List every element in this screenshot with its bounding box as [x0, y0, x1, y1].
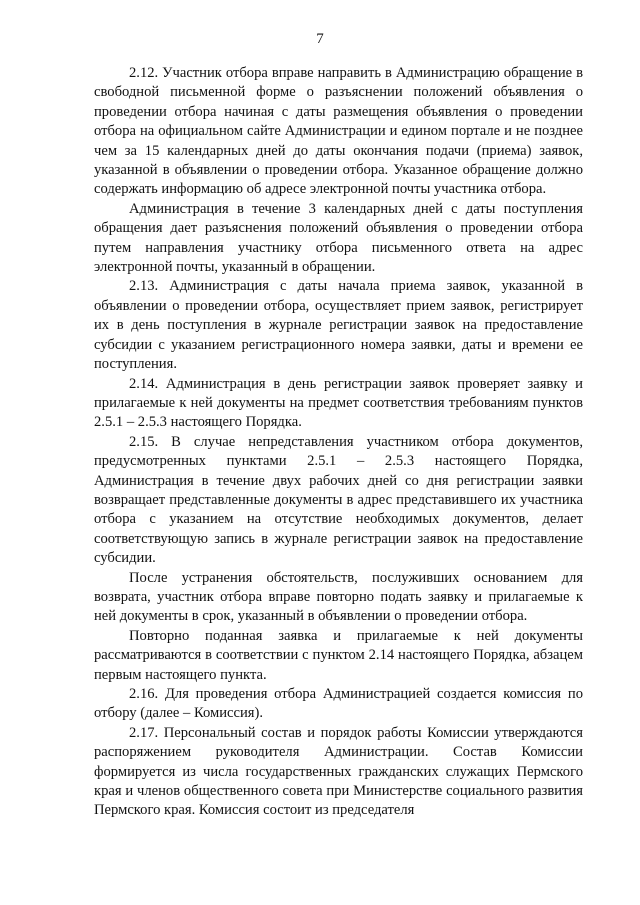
paragraph-2-15-resubmission: После устранения обстоятельств, послуживших основанием для возврата, участник отбора вправе повторно подать заявку и прилагаемые к ней документы в срок, указанный в объявлении о проведении отбора.	[94, 569, 583, 625]
paragraph-2-15-review: Повторно поданная заявка и прилагаемые к ней документы рассматриваются в соответствии с пунктом 2.14 настоящего Порядка, абзацем первым настоящего пункта.	[94, 627, 583, 683]
page-number: 7	[316, 31, 324, 47]
paragraph-2-12-response: Администрация в течение 3 календарных дней с даты поступления обращения дает разъяснения положений объявления о проведении отбора путем направления участнику отбора письменного ответа на адрес электронной почты, указанный в обращении.	[94, 200, 583, 276]
paragraph-2-17: 2.17. Персональный состав и порядок работы Комиссии утверждаются распоряжением руководителя Администрации. Состав Комиссии формируется из числа государственных гражданских служащих Пермского края и членов общественного совета при Министерстве социального развития Пермского края. Комиссия состоит из председателя	[94, 724, 583, 819]
paragraph-2-16: 2.16. Для проведения отбора Администрацией создается комиссия по отбору (далее – Комиссия).	[94, 686, 583, 722]
paragraph-2-14: 2.14. Администрация в день регистрации заявок проверяет заявку и прилагаемые к ней документы на предмет соответствия требованиям пунктов 2.5.1 – 2.5.3 настоящего Порядка.	[94, 375, 583, 431]
paragraph-2-15: 2.15. В случае непредставления участником отбора документов, предусмотренных пунктами 2.5.1 – 2.5.3 настоящего Порядка, Администрация в течение двух рабочих дней со дня регистрации заявки возвращает представленные документы в адрес представившего их участника отбора с указанием на отсутствие необходимых документов, делает соответствующую запись в журнале регистрации заявок на предоставление субсидии.	[94, 433, 583, 567]
document-body	[94, 64, 583, 821]
paragraph-2-12: 2.12. Участник отбора вправе направить в Администрацию обращение в свободной письменной форме о разъяснении положений объявления о проведении отбора начиная с даты размещения объявления о проведении отбора на официальном сайте Администрации и едином портале и не позднее чем за 15 календарных дней до даты окончания подачи (приема) заявок, указанной в объявлении о проведении отбора. Указанное обращение должно содержать информацию об адресе электронной почты участника отбора.	[94, 65, 583, 198]
paragraph-2-13: 2.13. Администрация с даты начала приема заявок, указанной в объявлении о проведении отбора, осуществляет прием заявок, регистрирует их в день поступления в журнале регистрации заявок на предоставление субсидии с указанием регистрационного номера заявки, даты и времени ее поступления.	[94, 278, 583, 373]
